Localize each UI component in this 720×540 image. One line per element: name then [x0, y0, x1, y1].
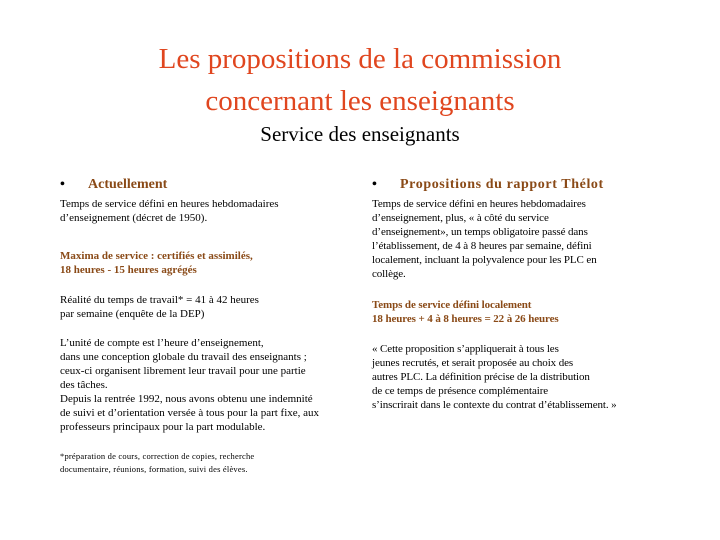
text-line: de suivi et d’orientation versée à tous pour la part fixe, aux	[60, 407, 320, 419]
left-paragraph-3	[60, 293, 350, 321]
text-line: dans une conception globale du travail des enseignants ;	[60, 351, 307, 363]
left-heading	[60, 176, 350, 194]
slide-title	[0, 38, 720, 122]
text-line: l’établissement, de 4 à 8 heures par semaine, défini	[372, 240, 592, 252]
text-line: Réalité du temps de travail* = 41 à 42 heures	[60, 294, 259, 306]
text-line: de ce temps de présence complémentaire	[372, 385, 549, 397]
text-line: ceux-ci organisent librement leur travail pour une partie	[60, 365, 306, 377]
slide-subtitle: Service des enseignants	[260, 122, 460, 146]
title-line-1: Les propositions de la commission	[158, 43, 562, 75]
text-line: professeurs principaux pour la part modulable.	[60, 421, 266, 433]
bullet-icon: •	[372, 177, 377, 192]
text-line: Depuis la rentrée 1992, nous avons obtenu une indemnité	[60, 393, 313, 405]
left-heading-label: Actuellement	[88, 177, 168, 192]
text-line: « Cette proposition s’appliquerait à tous les	[372, 343, 559, 355]
left-paragraph-1	[60, 197, 350, 225]
text-line: par semaine (enquête de la DEP)	[60, 308, 205, 320]
text-line: *préparation de cours, correction de copies, recherche	[60, 451, 255, 461]
text-line: L’unité de compte est l’heure d’enseignement,	[60, 337, 264, 349]
text-line: d’enseignement (décret de 1950).	[60, 212, 208, 224]
right-paragraph-1	[372, 197, 638, 281]
right-heading-label: Propositions du rapport Thélot	[400, 177, 604, 192]
text-line: Temps de service défini localement	[372, 299, 532, 311]
text-line: des tâches.	[60, 379, 108, 391]
left-paragraph-2	[60, 249, 350, 277]
left-column	[60, 176, 350, 476]
text-line: jeunes recrutés, et serait proposée au choix des	[372, 357, 574, 369]
left-footnote	[60, 450, 350, 476]
text-line: 18 heures - 15 heures agrégés	[60, 264, 197, 276]
text-line: 18 heures + 4 à 8 heures = 22 à 26 heures	[372, 313, 559, 325]
bullet-icon: •	[60, 177, 65, 192]
text-line: d’enseignement, plus, « à côté du service	[372, 212, 549, 224]
text-line: collège.	[372, 268, 406, 280]
text-line: s’inscrirait dans le contexte du contrat d’établissement. »	[372, 399, 617, 411]
right-heading	[372, 176, 638, 194]
text-line: Maxima de service : certifiés et assimilés,	[60, 250, 253, 262]
title-line-2: concernant les enseignants	[205, 85, 515, 117]
text-line: d’enseignement», un temps obligatoire passé dans	[372, 226, 588, 238]
text-line: documentaire, réunions, formation, suivi des élèves.	[60, 464, 248, 474]
right-paragraph-2	[372, 298, 638, 326]
text-line: Temps de service défini en heures hebdomadaires	[60, 198, 279, 210]
left-paragraph-4	[60, 336, 350, 434]
text-line: localement, incluant la polyvalence pour les PLC en	[372, 254, 597, 266]
text-line: autres PLC. La définition précise de la distribution	[372, 371, 590, 383]
right-column	[372, 176, 638, 412]
text-line: Temps de service défini en heures hebdomadaires	[372, 198, 586, 210]
right-paragraph-3	[372, 342, 638, 412]
